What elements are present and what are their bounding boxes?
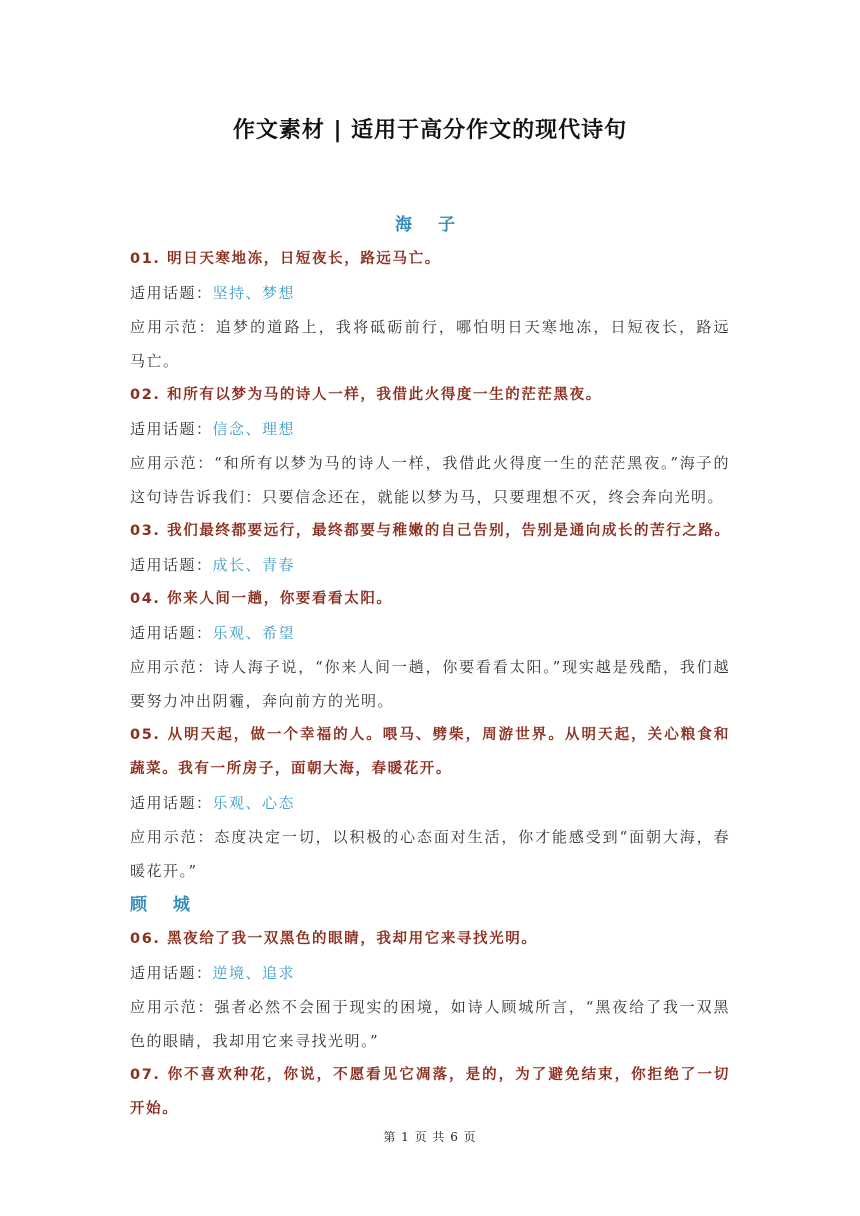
topic-value: 成长、青春	[212, 556, 296, 574]
topic-label: 适用话题：	[130, 284, 213, 302]
example-line: 应用示范：“和所有以梦为马的诗人一样，我借此火得度一生的茫茫黑夜。”海子的	[130, 454, 730, 472]
quote-line: 06. 黑夜给了我一双黑色的眼睛，我却用它来寻找光明。	[130, 931, 538, 947]
page-title: 作文素材 | 适用于高分作文的现代诗句	[232, 118, 628, 143]
example-line: 这句诗告诉我们：只要信念还在，就能以梦为马，只要理想不灭，终会奔向光明。	[130, 488, 725, 506]
page-footer: 第 1 页 共 6 页	[383, 1130, 477, 1144]
example-line: 要努力冲出阴霾，奔向前方的光明。	[130, 692, 395, 710]
quote-line: 07. 你不喜欢种花，你说，不愿看见它凋落，是的，为了避免结束，你拒绝了一切	[130, 1067, 730, 1083]
quote-line: 04. 你来人间一趟，你要看看太阳。	[130, 591, 393, 607]
topic-label: 适用话题：	[130, 556, 213, 574]
topic-row	[130, 616, 730, 650]
topic-row	[130, 412, 730, 446]
poet-heading: 海 子	[395, 215, 465, 235]
quote-line: 03. 我们最终都要远行，最终都要与稚嫩的自己告别，告别是通向成长的苦行之路。	[130, 523, 731, 539]
topic-label: 适用话题：	[130, 964, 213, 982]
topic-row	[130, 276, 730, 310]
document-body	[130, 208, 730, 1126]
example-line: 应用示范：强者必然不会囿于现实的困境，如诗人顾城所言，“黑夜给了我一双黑	[130, 998, 730, 1016]
poet-heading: 顾 城	[130, 895, 200, 915]
quote-line: 02. 和所有以梦为马的诗人一样，我借此火得度一生的茫茫黑夜。	[130, 387, 602, 403]
example-line: 暖花开。”	[130, 862, 198, 880]
topic-row	[130, 956, 730, 990]
topic-row	[130, 548, 730, 582]
example-line: 应用示范：诗人海子说，“你来人间一趟，你要看看太阳。”现实越是残酷，我们越	[130, 658, 730, 676]
topic-row	[130, 786, 730, 820]
example-line: 色的眼睛，我却用它来寻找光明。”	[130, 1032, 380, 1050]
quote-line: 01. 明日天寒地冻，日短夜长，路远马亡。	[130, 251, 441, 267]
topic-value: 逆境、追求	[212, 964, 296, 982]
example-line: 马亡。	[130, 352, 180, 370]
quote-line: 05. 从明天起，做一个幸福的人。喂马、劈柴，周游世界。从明天起，关心粮食和	[130, 727, 730, 743]
topic-value: 乐观、希望	[212, 624, 296, 642]
topic-label: 适用话题：	[130, 794, 213, 812]
quote-line: 蔬菜。我有一所房子，面朝大海，春暖花开。	[130, 761, 452, 777]
topic-label: 适用话题：	[130, 624, 213, 642]
topic-value: 乐观、心态	[212, 794, 296, 812]
example-line: 应用示范：态度决定一切，以积极的心态面对生活，你才能感受到“面朝大海，春	[130, 828, 730, 846]
topic-value: 信念、理想	[212, 420, 296, 438]
example-line: 应用示范：追梦的道路上，我将砥砺前行，哪怕明日天寒地冻，日短夜长，路远	[130, 318, 730, 336]
quote-line: 开始。	[130, 1101, 179, 1117]
topic-label: 适用话题：	[130, 420, 213, 438]
topic-value: 坚持、梦想	[212, 284, 296, 302]
